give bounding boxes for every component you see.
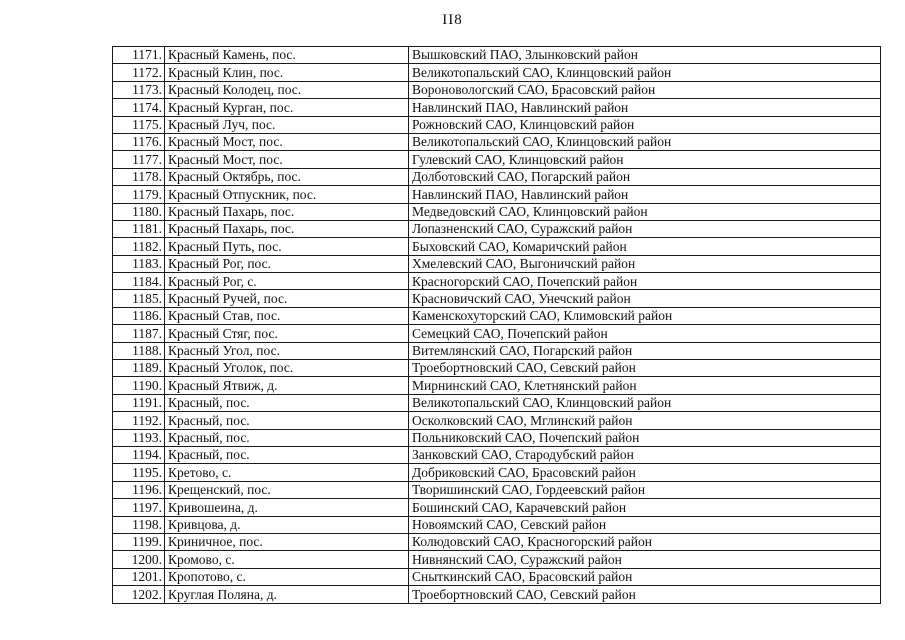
table-row: [113, 133, 881, 150]
row-number-cell: 1173.: [113, 81, 165, 98]
table-row: [113, 533, 881, 550]
administrative-area-cell: Великотопальский САО, Клинцовский район: [409, 133, 881, 150]
administrative-area-cell: Быховский САО, Комаричский район: [409, 238, 881, 255]
table-row: [113, 481, 881, 498]
row-number-cell: 1201.: [113, 568, 165, 585]
settlement-name-cell: Кривцова, д.: [165, 516, 409, 533]
table-row: [113, 238, 881, 255]
table-row: [113, 464, 881, 481]
table-row: [113, 377, 881, 394]
settlement-name-cell: Кретово, с.: [165, 464, 409, 481]
administrative-area-cell: Вороновологский САО, Брасовский район: [409, 81, 881, 98]
settlements-table-body: [113, 47, 881, 604]
row-number-cell: 1196.: [113, 481, 165, 498]
table-row: [113, 47, 881, 64]
row-number-cell: 1185.: [113, 290, 165, 307]
settlement-name-cell: Красный Камень, пос.: [165, 47, 409, 64]
administrative-area-cell: Долботовский САО, Погарский район: [409, 168, 881, 185]
settlement-name-cell: Красный, пос.: [165, 394, 409, 411]
row-number-cell: 1179.: [113, 186, 165, 203]
administrative-area-cell: Красногорский САО, Почепский район: [409, 273, 881, 290]
administrative-area-cell: Осколковский САО, Мглинский район: [409, 412, 881, 429]
administrative-area-cell: Семецкий САО, Почепский район: [409, 325, 881, 342]
settlement-name-cell: Красный Ручей, пос.: [165, 290, 409, 307]
settlement-name-cell: Кропотово, с.: [165, 568, 409, 585]
settlement-name-cell: Кромово, с.: [165, 551, 409, 568]
settlement-name-cell: Красный Клин, пос.: [165, 64, 409, 81]
row-number-cell: 1197.: [113, 499, 165, 516]
table-row: [113, 290, 881, 307]
table-row: [113, 307, 881, 324]
row-number-cell: 1187.: [113, 325, 165, 342]
administrative-area-cell: Хмелевский САО, Выгоничский район: [409, 255, 881, 272]
settlement-name-cell: Красный Рог, пос.: [165, 255, 409, 272]
row-number-cell: 1193.: [113, 429, 165, 446]
table-row: [113, 255, 881, 272]
row-number-cell: 1190.: [113, 377, 165, 394]
settlement-name-cell: Красный Уголок, пос.: [165, 360, 409, 377]
administrative-area-cell: Витемлянский САО, Погарский район: [409, 342, 881, 359]
settlement-name-cell: Красный Пахарь, пос.: [165, 220, 409, 237]
administrative-area-cell: Навлинский ПАО, Навлинский район: [409, 99, 881, 116]
settlement-name-cell: Красный Октябрь, пос.: [165, 168, 409, 185]
administrative-area-cell: Мирнинский САО, Клетнянский район: [409, 377, 881, 394]
administrative-area-cell: Красновичский САО, Унечский район: [409, 290, 881, 307]
administrative-area-cell: Гулевский САО, Клинцовский район: [409, 151, 881, 168]
settlement-name-cell: Красный Ятвиж, д.: [165, 377, 409, 394]
administrative-area-cell: Лопазненский САО, Суражский район: [409, 220, 881, 237]
settlement-name-cell: Красный Стяг, пос.: [165, 325, 409, 342]
row-number-cell: 1200.: [113, 551, 165, 568]
row-number-cell: 1181.: [113, 220, 165, 237]
administrative-area-cell: Новоямский САО, Севский район: [409, 516, 881, 533]
row-number-cell: 1199.: [113, 533, 165, 550]
administrative-area-cell: Нивнянский САО, Суражский район: [409, 551, 881, 568]
settlement-name-cell: Красный Луч, пос.: [165, 116, 409, 133]
row-number-cell: 1183.: [113, 255, 165, 272]
administrative-area-cell: Добриковский САО, Брасовский район: [409, 464, 881, 481]
row-number-cell: 1176.: [113, 133, 165, 150]
administrative-area-cell: Троебортновский САО, Севский район: [409, 586, 881, 603]
settlement-name-cell: Красный Став, пос.: [165, 307, 409, 324]
row-number-cell: 1182.: [113, 238, 165, 255]
settlement-name-cell: Красный Курган, пос.: [165, 99, 409, 116]
administrative-area-cell: Медведовский САО, Клинцовский район: [409, 203, 881, 220]
settlement-name-cell: Красный Пахарь, пос.: [165, 203, 409, 220]
settlement-name-cell: Красный, пос.: [165, 412, 409, 429]
row-number-cell: 1174.: [113, 99, 165, 116]
row-number-cell: 1198.: [113, 516, 165, 533]
row-number-cell: 1172.: [113, 64, 165, 81]
row-number-cell: 1171.: [113, 47, 165, 64]
settlements-table: [112, 46, 881, 604]
administrative-area-cell: Великотопальский САО, Клинцовский район: [409, 64, 881, 81]
row-number-cell: 1177.: [113, 151, 165, 168]
table-row: [113, 412, 881, 429]
table-row: [113, 168, 881, 185]
administrative-area-cell: Колюдовский САО, Красногорский район: [409, 533, 881, 550]
row-number-cell: 1184.: [113, 273, 165, 290]
administrative-area-cell: Творишинский САО, Гордеевский район: [409, 481, 881, 498]
table-row: [113, 499, 881, 516]
settlement-name-cell: Красный Колодец, пос.: [165, 81, 409, 98]
table-row: [113, 516, 881, 533]
settlement-name-cell: Красный Отпускник, пос.: [165, 186, 409, 203]
table-row: [113, 186, 881, 203]
table-row: [113, 342, 881, 359]
row-number-cell: 1188.: [113, 342, 165, 359]
administrative-area-cell: Каменскохуторский САО, Климовский район: [409, 307, 881, 324]
table-row: [113, 586, 881, 603]
settlement-name-cell: Криничное, пос.: [165, 533, 409, 550]
table-row: [113, 429, 881, 446]
table-row: [113, 325, 881, 342]
row-number-cell: 1194.: [113, 446, 165, 463]
settlement-name-cell: Красный Мост, пос.: [165, 133, 409, 150]
administrative-area-cell: Бошинский САО, Карачевский район: [409, 499, 881, 516]
administrative-area-cell: Вышковский ПАО, Злынковский район: [409, 47, 881, 64]
table-row: [113, 446, 881, 463]
page-number: II8: [442, 12, 463, 28]
administrative-area-cell: Рожновский САО, Клинцовский район: [409, 116, 881, 133]
table-row: [113, 273, 881, 290]
administrative-area-cell: Троебортновский САО, Севский район: [409, 360, 881, 377]
table-row: [113, 394, 881, 411]
administrative-area-cell: Сныткинский САО, Брасовский район: [409, 568, 881, 585]
table-row: [113, 220, 881, 237]
administrative-area-cell: Навлинский ПАО, Навлинский район: [409, 186, 881, 203]
table-row: [113, 568, 881, 585]
settlement-name-cell: Кривошеина, д.: [165, 499, 409, 516]
row-number-cell: 1191.: [113, 394, 165, 411]
row-number-cell: 1189.: [113, 360, 165, 377]
settlement-name-cell: Красный Путь, пос.: [165, 238, 409, 255]
settlement-name-cell: Красный Мост, пос.: [165, 151, 409, 168]
settlement-name-cell: Красный Угол, пос.: [165, 342, 409, 359]
table-row: [113, 99, 881, 116]
table-row: [113, 151, 881, 168]
row-number-cell: 1192.: [113, 412, 165, 429]
administrative-area-cell: Великотопальский САО, Клинцовский район: [409, 394, 881, 411]
table-row: [113, 360, 881, 377]
settlement-name-cell: Красный, пос.: [165, 429, 409, 446]
table-row: [113, 551, 881, 568]
row-number-cell: 1186.: [113, 307, 165, 324]
settlement-name-cell: Крещенский, пос.: [165, 481, 409, 498]
administrative-area-cell: Занковский САО, Стародубский район: [409, 446, 881, 463]
table-row: [113, 203, 881, 220]
administrative-area-cell: Польниковский САО, Почепский район: [409, 429, 881, 446]
row-number-cell: 1195.: [113, 464, 165, 481]
row-number-cell: 1202.: [113, 586, 165, 603]
row-number-cell: 1178.: [113, 168, 165, 185]
table-row: [113, 116, 881, 133]
row-number-cell: 1175.: [113, 116, 165, 133]
table-row: [113, 81, 881, 98]
settlement-name-cell: Круглая Поляна, д.: [165, 586, 409, 603]
table-row: [113, 64, 881, 81]
settlement-name-cell: Красный, пос.: [165, 446, 409, 463]
row-number-cell: 1180.: [113, 203, 165, 220]
settlement-name-cell: Красный Рог, с.: [165, 273, 409, 290]
